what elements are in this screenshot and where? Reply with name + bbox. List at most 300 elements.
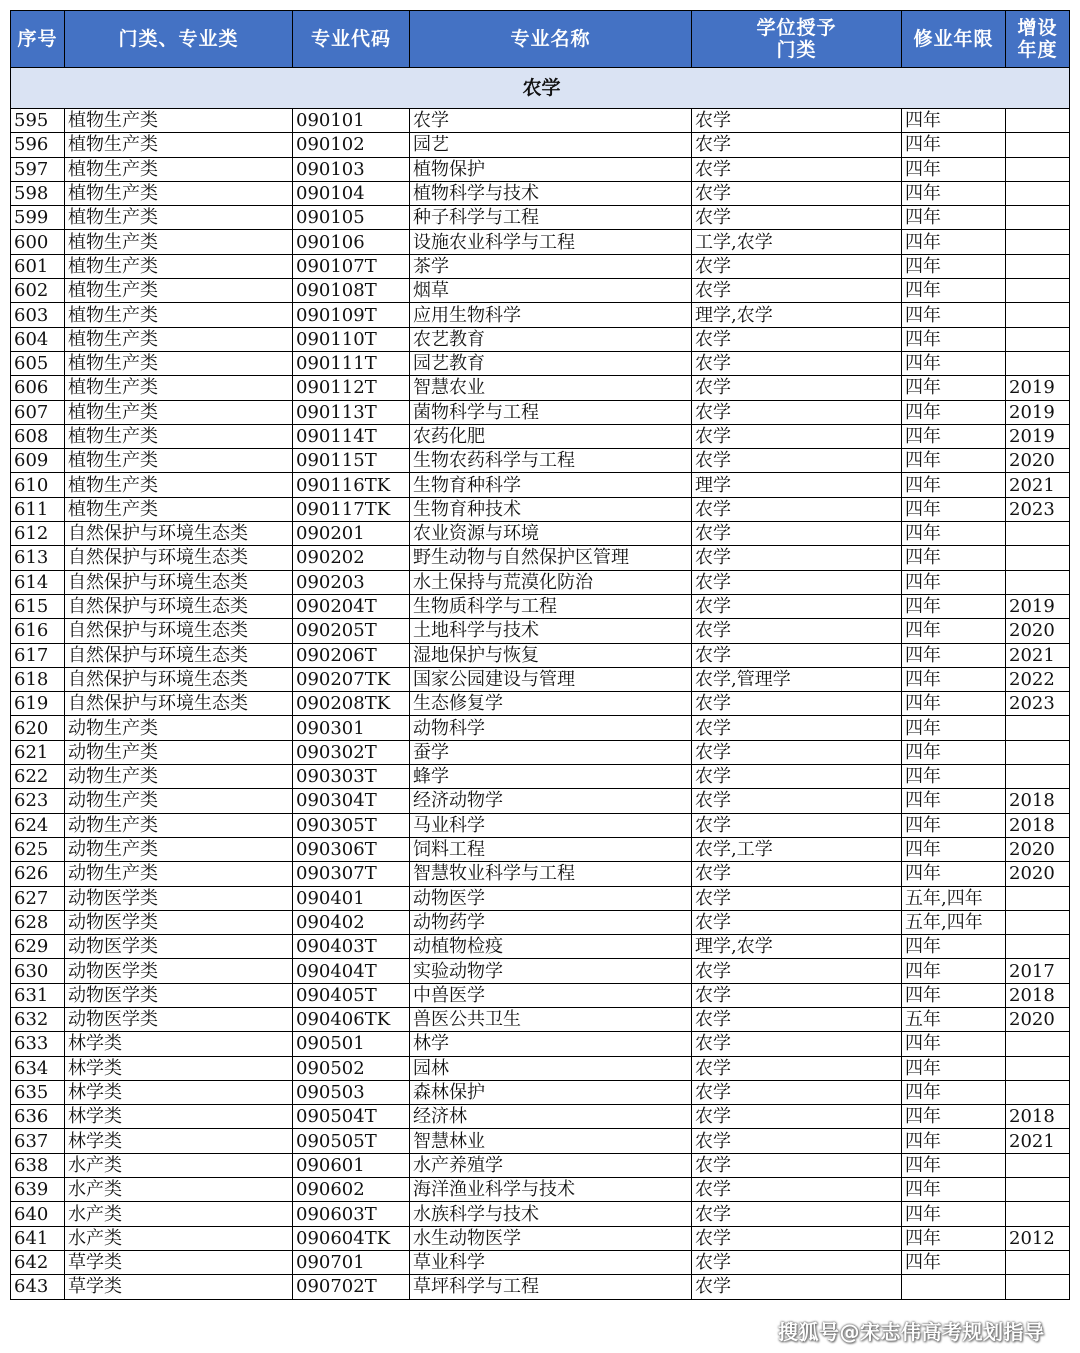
cell-category: 林学类 [65, 1056, 293, 1080]
cell-years: 四年 [902, 1080, 1006, 1104]
table-row [11, 157, 1070, 181]
cell-code: 090303T [293, 765, 410, 789]
cell-degree: 农学 [692, 133, 902, 157]
cell-category: 植物生产类 [65, 181, 293, 205]
cell-no: 635 [11, 1080, 65, 1104]
table-row [11, 1105, 1070, 1129]
cell-code: 090403T [293, 935, 410, 959]
majors-table-sheet [10, 10, 1069, 1300]
cell-years: 四年 [902, 935, 1006, 959]
cell-no: 605 [11, 351, 65, 375]
cell-category: 动物生产类 [65, 740, 293, 764]
cell-added [1006, 109, 1070, 133]
table-row [11, 181, 1070, 205]
cell-no: 636 [11, 1105, 65, 1129]
cell-added: 2018 [1006, 813, 1070, 837]
cell-code: 090201 [293, 522, 410, 546]
cell-no: 603 [11, 303, 65, 327]
cell-name: 种子科学与工程 [410, 206, 692, 230]
cell-category: 林学类 [65, 1105, 293, 1129]
cell-code: 090307T [293, 862, 410, 886]
table-row [11, 206, 1070, 230]
cell-code: 090302T [293, 740, 410, 764]
cell-code: 090405T [293, 983, 410, 1007]
cell-name: 饲料工程 [410, 837, 692, 861]
cell-name: 茶学 [410, 254, 692, 278]
cell-code: 090107T [293, 254, 410, 278]
cell-degree: 农学 [692, 789, 902, 813]
cell-years: 四年 [902, 1153, 1006, 1177]
cell-years: 四年 [902, 303, 1006, 327]
cell-name: 中兽医学 [410, 983, 692, 1007]
cell-no: 601 [11, 254, 65, 278]
header-degree [692, 11, 902, 68]
cell-years: 四年 [902, 765, 1006, 789]
cell-degree: 农学 [692, 279, 902, 303]
cell-added [1006, 910, 1070, 934]
cell-added: 2019 [1006, 376, 1070, 400]
cell-no: 631 [11, 983, 65, 1007]
cell-added: 2019 [1006, 424, 1070, 448]
header-category: 门类、专业类 [65, 11, 293, 68]
cell-category: 动物生产类 [65, 789, 293, 813]
table-row [11, 1153, 1070, 1177]
cell-no: 620 [11, 716, 65, 740]
cell-no: 599 [11, 206, 65, 230]
header-added-text: 增设年度 [1017, 17, 1058, 61]
table-row [11, 1080, 1070, 1104]
cell-years: 四年 [902, 667, 1006, 691]
cell-name: 野生动物与自然保护区管理 [410, 546, 692, 570]
cell-degree: 农学 [692, 109, 902, 133]
cell-years: 四年 [902, 692, 1006, 716]
cell-degree: 农学 [692, 1178, 902, 1202]
cell-years: 四年 [902, 1250, 1006, 1274]
table-row [11, 303, 1070, 327]
table-row [11, 473, 1070, 497]
cell-no: 623 [11, 789, 65, 813]
cell-code: 090601 [293, 1153, 410, 1177]
cell-name: 草坪科学与工程 [410, 1275, 692, 1299]
cell-category: 水产类 [65, 1178, 293, 1202]
cell-added [1006, 1153, 1070, 1177]
table-row [11, 1129, 1070, 1153]
cell-category: 自然保护与环境生态类 [65, 619, 293, 643]
cell-degree: 农学 [692, 983, 902, 1007]
cell-added [1006, 1032, 1070, 1056]
cell-years: 四年 [902, 959, 1006, 983]
cell-degree: 农学 [692, 327, 902, 351]
cell-added [1006, 133, 1070, 157]
cell-no: 618 [11, 667, 65, 691]
cell-added: 2023 [1006, 692, 1070, 716]
cell-degree: 农学 [692, 181, 902, 205]
cell-degree: 农学 [692, 1153, 902, 1177]
cell-years: 四年 [902, 1032, 1006, 1056]
cell-no: 602 [11, 279, 65, 303]
cell-degree: 农学 [692, 1056, 902, 1080]
cell-degree: 农学 [692, 424, 902, 448]
cell-years: 四年 [902, 351, 1006, 375]
cell-degree: 农学 [692, 643, 902, 667]
cell-added [1006, 206, 1070, 230]
table-row [11, 424, 1070, 448]
cell-degree: 农学 [692, 497, 902, 521]
cell-years: 四年 [902, 619, 1006, 643]
cell-no: 625 [11, 837, 65, 861]
header-added [1006, 11, 1070, 68]
cell-degree: 农学 [692, 1202, 902, 1226]
cell-code: 090202 [293, 546, 410, 570]
table-row [11, 813, 1070, 837]
cell-added [1006, 157, 1070, 181]
cell-no: 642 [11, 1250, 65, 1274]
cell-category: 植物生产类 [65, 449, 293, 473]
cell-years: 四年 [902, 1105, 1006, 1129]
cell-code: 090203 [293, 570, 410, 594]
cell-code: 090304T [293, 789, 410, 813]
table-row [11, 133, 1070, 157]
cell-category: 草学类 [65, 1250, 293, 1274]
cell-name: 蜂学 [410, 765, 692, 789]
cell-name: 草业科学 [410, 1250, 692, 1274]
cell-category: 草学类 [65, 1275, 293, 1299]
cell-no: 610 [11, 473, 65, 497]
cell-years: 四年 [902, 1226, 1006, 1250]
cell-code: 090208TK [293, 692, 410, 716]
cell-no: 632 [11, 1007, 65, 1031]
section-row [11, 68, 1070, 109]
cell-code: 090102 [293, 133, 410, 157]
table-row [11, 983, 1070, 1007]
cell-years: 四年 [902, 983, 1006, 1007]
cell-added [1006, 546, 1070, 570]
table-row [11, 886, 1070, 910]
table-row [11, 619, 1070, 643]
cell-name: 林学 [410, 1032, 692, 1056]
cell-years: 四年 [902, 837, 1006, 861]
cell-years: 四年 [902, 206, 1006, 230]
cell-name: 兽医公共卫生 [410, 1007, 692, 1031]
table-row [11, 765, 1070, 789]
cell-years: 四年 [902, 133, 1006, 157]
cell-code: 090402 [293, 910, 410, 934]
cell-degree: 农学 [692, 1275, 902, 1299]
cell-category: 植物生产类 [65, 497, 293, 521]
table-row [11, 1032, 1070, 1056]
cell-years: 四年 [902, 230, 1006, 254]
cell-name: 农业资源与环境 [410, 522, 692, 546]
cell-name: 生物农药科学与工程 [410, 449, 692, 473]
cell-degree: 农学 [692, 1032, 902, 1056]
table-row [11, 1202, 1070, 1226]
cell-category: 动物医学类 [65, 910, 293, 934]
cell-code: 090116TK [293, 473, 410, 497]
cell-category: 动物医学类 [65, 935, 293, 959]
cell-category: 林学类 [65, 1080, 293, 1104]
cell-code: 090113T [293, 400, 410, 424]
cell-name: 生态修复学 [410, 692, 692, 716]
cell-added: 2020 [1006, 449, 1070, 473]
cell-no: 640 [11, 1202, 65, 1226]
cell-category: 动物生产类 [65, 765, 293, 789]
cell-no: 606 [11, 376, 65, 400]
cell-code: 090207TK [293, 667, 410, 691]
cell-degree: 农学 [692, 376, 902, 400]
cell-added [1006, 935, 1070, 959]
cell-added [1006, 1202, 1070, 1226]
cell-no: 604 [11, 327, 65, 351]
cell-no: 608 [11, 424, 65, 448]
cell-degree: 农学,管理学 [692, 667, 902, 691]
cell-added: 2023 [1006, 497, 1070, 521]
cell-category: 植物生产类 [65, 206, 293, 230]
cell-degree: 农学 [692, 740, 902, 764]
cell-code: 090108T [293, 279, 410, 303]
cell-code: 090301 [293, 716, 410, 740]
cell-code: 090505T [293, 1129, 410, 1153]
table-row [11, 109, 1070, 133]
cell-name: 生物育种科学 [410, 473, 692, 497]
cell-name: 动物药学 [410, 910, 692, 934]
cell-degree: 农学 [692, 206, 902, 230]
cell-no: 627 [11, 886, 65, 910]
cell-category: 动物医学类 [65, 1007, 293, 1031]
cell-years: 四年 [902, 813, 1006, 837]
cell-years: 四年 [902, 254, 1006, 278]
table-row [11, 376, 1070, 400]
cell-years: 四年 [902, 570, 1006, 594]
cell-name: 森林保护 [410, 1080, 692, 1104]
cell-added [1006, 181, 1070, 205]
cell-category: 植物生产类 [65, 351, 293, 375]
cell-years: 五年,四年 [902, 910, 1006, 934]
cell-years: 四年 [902, 789, 1006, 813]
cell-name: 农艺教育 [410, 327, 692, 351]
cell-name: 智慧农业 [410, 376, 692, 400]
table-body [11, 68, 1070, 1300]
cell-degree: 农学 [692, 619, 902, 643]
cell-name: 动植物检疫 [410, 935, 692, 959]
cell-code: 090112T [293, 376, 410, 400]
table-row [11, 1226, 1070, 1250]
table-row [11, 692, 1070, 716]
table-row [11, 910, 1070, 934]
cell-years: 四年 [902, 109, 1006, 133]
cell-degree: 农学 [692, 1250, 902, 1274]
cell-category: 自然保护与环境生态类 [65, 643, 293, 667]
cell-no: 597 [11, 157, 65, 181]
cell-code: 090105 [293, 206, 410, 230]
table-row [11, 522, 1070, 546]
cell-name: 水产养殖学 [410, 1153, 692, 1177]
cell-no: 634 [11, 1056, 65, 1080]
cell-added [1006, 1080, 1070, 1104]
cell-name: 经济林 [410, 1105, 692, 1129]
cell-category: 动物医学类 [65, 983, 293, 1007]
cell-degree: 理学 [692, 473, 902, 497]
cell-added [1006, 254, 1070, 278]
cell-no: 638 [11, 1153, 65, 1177]
cell-no: 622 [11, 765, 65, 789]
cell-category: 水产类 [65, 1153, 293, 1177]
table-row [11, 862, 1070, 886]
cell-no: 611 [11, 497, 65, 521]
cell-degree: 农学 [692, 1226, 902, 1250]
cell-years: 四年 [902, 497, 1006, 521]
cell-years: 四年 [902, 1202, 1006, 1226]
cell-added [1006, 327, 1070, 351]
cell-degree: 农学 [692, 1129, 902, 1153]
cell-years: 四年 [902, 1056, 1006, 1080]
cell-name: 园艺 [410, 133, 692, 157]
cell-degree: 工学,农学 [692, 230, 902, 254]
cell-category: 林学类 [65, 1129, 293, 1153]
cell-degree: 农学 [692, 959, 902, 983]
table-row [11, 643, 1070, 667]
cell-name: 园林 [410, 1056, 692, 1080]
cell-added: 2018 [1006, 1105, 1070, 1129]
cell-no: 630 [11, 959, 65, 983]
cell-name: 湿地保护与恢复 [410, 643, 692, 667]
cell-category: 植物生产类 [65, 424, 293, 448]
cell-years: 四年 [902, 1178, 1006, 1202]
cell-years: 四年 [902, 279, 1006, 303]
cell-degree: 农学 [692, 157, 902, 181]
cell-added [1006, 230, 1070, 254]
table-row [11, 1178, 1070, 1202]
cell-code: 090101 [293, 109, 410, 133]
cell-name: 园艺教育 [410, 351, 692, 375]
table-row [11, 716, 1070, 740]
cell-degree: 农学 [692, 765, 902, 789]
majors-table [10, 10, 1070, 1300]
cell-added: 2021 [1006, 473, 1070, 497]
cell-name: 蚕学 [410, 740, 692, 764]
cell-years: 四年 [902, 181, 1006, 205]
cell-added: 2020 [1006, 619, 1070, 643]
cell-years: 四年 [902, 376, 1006, 400]
cell-no: 619 [11, 692, 65, 716]
cell-added: 2018 [1006, 789, 1070, 813]
cell-degree: 农学 [692, 570, 902, 594]
cell-name: 动物科学 [410, 716, 692, 740]
table-row [11, 497, 1070, 521]
cell-code: 090603T [293, 1202, 410, 1226]
table-row [11, 1275, 1070, 1299]
cell-degree: 农学 [692, 351, 902, 375]
cell-name: 水土保持与荒漠化防治 [410, 570, 692, 594]
cell-category: 水产类 [65, 1202, 293, 1226]
cell-no: 616 [11, 619, 65, 643]
cell-name: 烟草 [410, 279, 692, 303]
cell-name: 设施农业科学与工程 [410, 230, 692, 254]
cell-degree: 农学 [692, 886, 902, 910]
cell-name: 经济动物学 [410, 789, 692, 813]
header-no: 序号 [11, 11, 65, 68]
cell-category: 植物生产类 [65, 254, 293, 278]
cell-category: 植物生产类 [65, 473, 293, 497]
cell-no: 598 [11, 181, 65, 205]
cell-no: 633 [11, 1032, 65, 1056]
cell-degree: 农学 [692, 449, 902, 473]
cell-added [1006, 522, 1070, 546]
cell-added [1006, 765, 1070, 789]
cell-category: 动物生产类 [65, 837, 293, 861]
cell-code: 090110T [293, 327, 410, 351]
table-row [11, 1056, 1070, 1080]
cell-code: 090115T [293, 449, 410, 473]
cell-no: 596 [11, 133, 65, 157]
cell-name: 生物质科学与工程 [410, 594, 692, 618]
table-row [11, 837, 1070, 861]
table-row [11, 546, 1070, 570]
cell-degree: 农学 [692, 910, 902, 934]
cell-code: 090109T [293, 303, 410, 327]
cell-degree: 理学,农学 [692, 303, 902, 327]
cell-code: 090604TK [293, 1226, 410, 1250]
cell-code: 090104 [293, 181, 410, 205]
table-row [11, 400, 1070, 424]
cell-name: 植物科学与技术 [410, 181, 692, 205]
cell-category: 植物生产类 [65, 157, 293, 181]
cell-years: 四年 [902, 157, 1006, 181]
cell-category: 自然保护与环境生态类 [65, 594, 293, 618]
cell-category: 自然保护与环境生态类 [65, 522, 293, 546]
cell-degree: 农学 [692, 813, 902, 837]
cell-added: 2019 [1006, 400, 1070, 424]
cell-code: 090701 [293, 1250, 410, 1274]
cell-years: 四年 [902, 400, 1006, 424]
cell-name: 水生动物医学 [410, 1226, 692, 1250]
cell-years: 四年 [902, 862, 1006, 886]
cell-no: 626 [11, 862, 65, 886]
cell-added [1006, 570, 1070, 594]
cell-added: 2020 [1006, 862, 1070, 886]
cell-no: 614 [11, 570, 65, 594]
cell-code: 090501 [293, 1032, 410, 1056]
cell-code: 090404T [293, 959, 410, 983]
cell-name: 生物育种技术 [410, 497, 692, 521]
cell-added: 2021 [1006, 1129, 1070, 1153]
cell-code: 090205T [293, 619, 410, 643]
cell-category: 植物生产类 [65, 230, 293, 254]
cell-code: 090503 [293, 1080, 410, 1104]
cell-category: 林学类 [65, 1032, 293, 1056]
cell-code: 090103 [293, 157, 410, 181]
cell-years: 四年 [902, 327, 1006, 351]
cell-name: 智慧牧业科学与工程 [410, 862, 692, 886]
cell-code: 090401 [293, 886, 410, 910]
cell-added [1006, 351, 1070, 375]
cell-name: 农药化肥 [410, 424, 692, 448]
table-row [11, 1250, 1070, 1274]
watermark: 搜狐号@宋志伟高考规划指导 [778, 1320, 1045, 1344]
cell-category: 植物生产类 [65, 133, 293, 157]
cell-no: 639 [11, 1178, 65, 1202]
cell-category: 植物生产类 [65, 376, 293, 400]
cell-years [902, 1275, 1006, 1299]
cell-name: 智慧林业 [410, 1129, 692, 1153]
cell-code: 090406TK [293, 1007, 410, 1031]
cell-category: 植物生产类 [65, 109, 293, 133]
cell-added [1006, 1056, 1070, 1080]
cell-added: 2019 [1006, 594, 1070, 618]
cell-no: 643 [11, 1275, 65, 1299]
header-years: 修业年限 [902, 11, 1006, 68]
table-row [11, 279, 1070, 303]
cell-added: 2021 [1006, 643, 1070, 667]
